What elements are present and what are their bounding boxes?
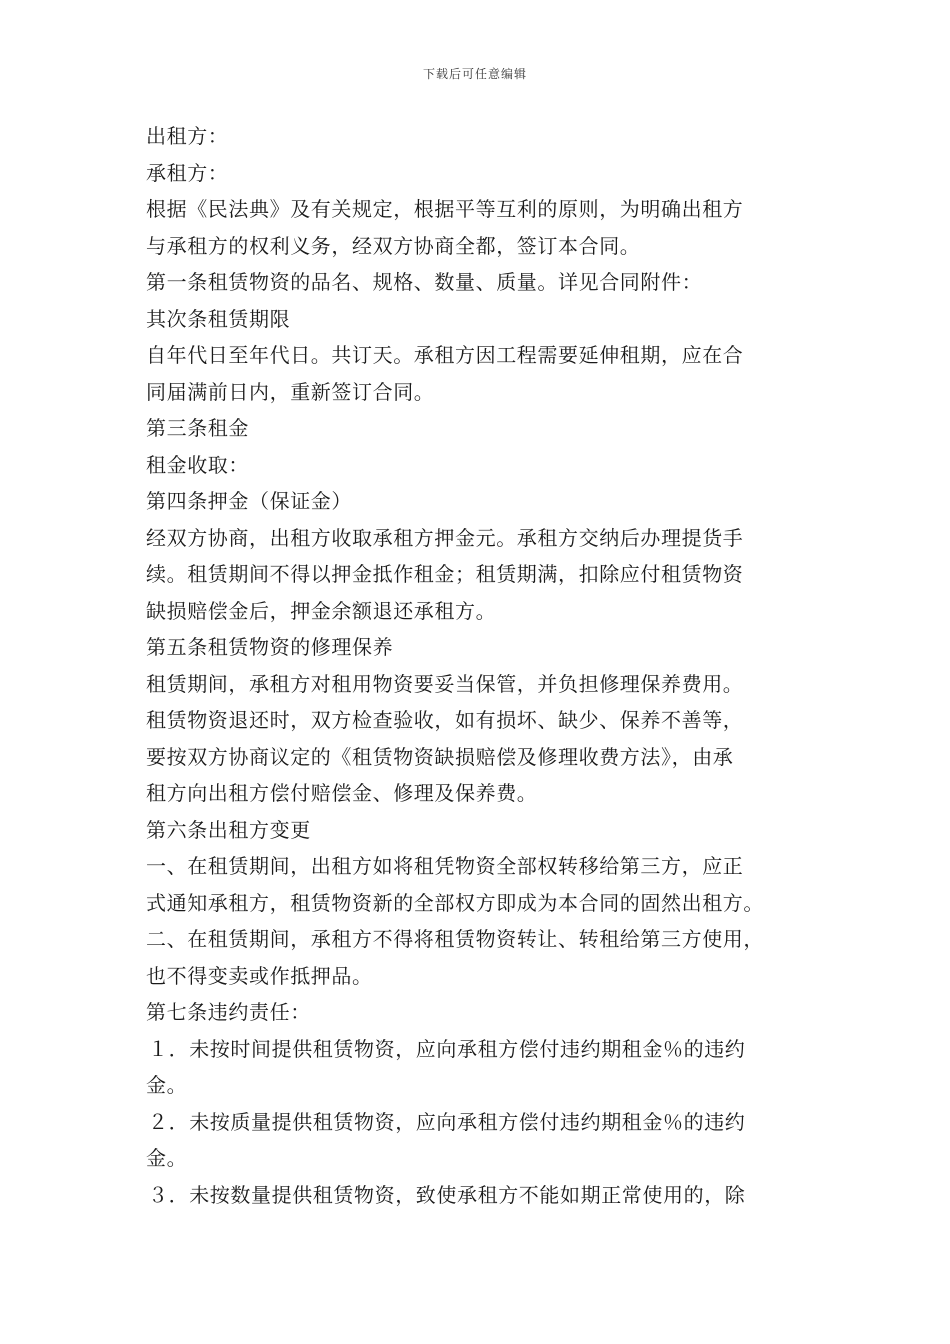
text-line: 第三条租金 (146, 416, 249, 440)
text-line: 自年代日至年代日。共订天。承租方因工程需要延伸租期，应在合 (146, 343, 744, 367)
text-line: 与承租方的权利义务，经双方协商全都，签订本合同。 (146, 233, 641, 258)
text-line: ３．未按数量提供租赁物资，致使承租方不能如期正常使用的，除 (148, 1182, 746, 1207)
text-line: 租赁期间，承租方对租用物资要妥当保管，并负担修理保养费用。 (146, 671, 744, 696)
text-line: 一、在租赁期间，出租方如将租凭物资全部权转移给第三方，应正 (146, 854, 744, 878)
text-line: 第一条租赁物资的品名、规格、数量、质量。详见合同附件： (146, 270, 703, 294)
text-line: 要按双方协商议定的《租赁物资缺损赔偿及修理收费方法》，由承 (146, 744, 734, 769)
text-line: 金。 (146, 1146, 188, 1170)
text-line: 出租方： (146, 124, 229, 148)
text-line: 租方向出租方偿付赔偿金、修理及保养费。 (146, 781, 538, 805)
text-line: 金。 (146, 1073, 188, 1097)
text-line: 缺损赔偿金后，押金余额退还承租方。 (146, 598, 497, 623)
text-line: 第四条押金（保证金） (146, 489, 352, 513)
text-line: 第六条出租方变更 (146, 817, 311, 842)
text-line: 二、在租赁期间，承租方不得将租赁物资转让、转租给第三方使用， (146, 927, 764, 951)
text-line: １．未按时间提供租赁物资，应向承租方偿付违约期租金％的违约 (148, 1036, 746, 1061)
text-line: 经双方协商，出租方收取承租方押金元。承租方交纳后办理提货手 (146, 525, 744, 550)
text-line: 第七条违约责任： (146, 1000, 311, 1024)
text-line: 租赁物资退还时，双方检查验收，如有损坏、缺少、保养不善等， (146, 708, 744, 732)
page-header-note: 下载后可任意编辑 (422, 67, 527, 81)
text-line: 其次条租赁期限 (146, 306, 291, 331)
text-line: 同届满前日内，重新签订合同。 (146, 379, 435, 404)
text-line: 根据《民法典》及有关规定，根据平等互利的原则，为明确出租方 (146, 197, 744, 221)
text-line: 也不得变卖或作抵押品。 (146, 963, 373, 988)
document-body (146, 118, 818, 1213)
text-line: 租金收取： (146, 452, 249, 477)
text-line: 第五条租赁物资的修理保养 (146, 635, 394, 659)
text-line: 式通知承租方，租赁物资新的全部权方即成为本合同的固然出租方。 (146, 890, 764, 915)
text-line: 承租方： (146, 160, 229, 185)
text-line: 续。租赁期间不得以押金抵作租金；租赁期满，扣除应付租赁物资 (146, 562, 744, 586)
text-line: ２．未按质量提供租赁物资，应向承租方偿付违约期租金％的违约 (148, 1109, 746, 1134)
